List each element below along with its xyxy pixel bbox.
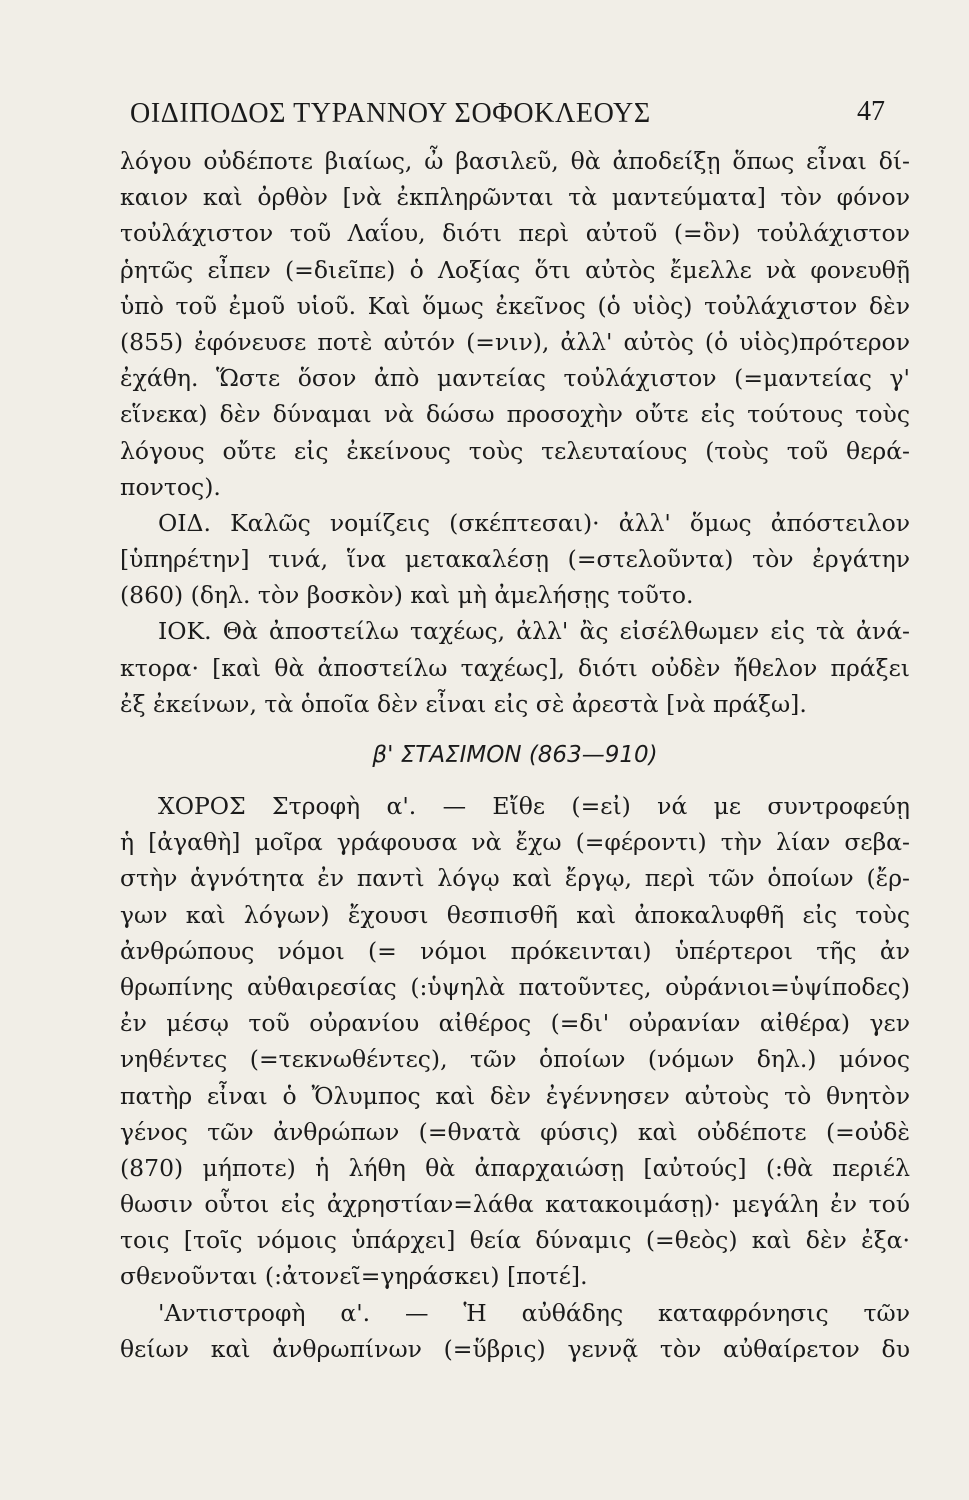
text-line: ῥητῶς εἶπεν (=διεῖπε) ὁ Λοξίας ὅτι αὐτὸς ἔμελλε νὰ φονευθῇ	[120, 255, 910, 284]
text-line: καιον καὶ ὀρθὸν [νὰ ἐκπληρῶνται τὰ μαντεύματα] τὸν φόνον	[120, 183, 910, 212]
text-line: λόγους οὔτε εἰς ἐκείνους τοὺς τελευταίους (τοὺς τοῦ θερά-	[120, 436, 910, 465]
page-header	[130, 98, 910, 134]
text-line: ποντος).	[120, 472, 221, 501]
page-number: 47	[857, 96, 885, 127]
text-line: γένος τῶν ἀνθρώπων (=θνατὰ φύσις) καὶ οὐδέποτε (=οὐδὲ	[120, 1117, 910, 1146]
text-line: κτορα· [καὶ θὰ ἀποστείλω ταχέως], διότι οὐδὲν ἤθελον πράξει	[120, 653, 910, 682]
text-line: ἐχάθη. Ὥστε ὅσον ἀπὸ μαντείας τοὐλάχιστον (=μαντείας γ'	[120, 364, 910, 393]
text-line: (855) ἐφόνευσε ποτὲ αὐτόν (=νιν), ἀλλ' αὐτὸς (ὁ υἱὸς)πρότερον	[120, 327, 910, 356]
text-line: εἵνεκα) δὲν δύναμαι νὰ δώσω προσοχὴν οὔτε εἰς τούτους τοὺς	[120, 400, 910, 429]
text-line: ΙΟΚ. Θὰ ἀποστείλω ταχέως, ἀλλ' ἂς εἰσέλθωμεν εἰς τὰ ἀνά-	[158, 617, 910, 646]
running-head: ΟΙΔΙΠΟΔΟΣ ΤΥΡΑΝΝΟΥ ΣΟΦΟΚΛΕΟΥΣ	[130, 98, 651, 129]
text-line: (860) (δηλ. τὸν βοσκὸν) καὶ μὴ ἀμελήσῃς τοῦτο.	[120, 581, 694, 610]
text-line: ἐξ ἐκείνων, τὰ ὁποῖα δὲν εἶναι εἰς σὲ ἀρεστὰ [νὰ πράξω].	[120, 689, 807, 718]
text-line: ἡ [ἀγαθὴ] μοῖρα γράφουσα νὰ ἔχω (=φέροντι) τὴν λίαν σεβα-	[120, 828, 910, 857]
text-line: σθενοῦνται (:ἀτονεῖ=γηράσκει) [ποτέ].	[120, 1262, 588, 1291]
text-line: ἀνθρώπους νόμοι (= νόμοι πρόκεινται) ὑπέρτεροι τῆς ἀν	[120, 936, 910, 965]
body-text	[120, 143, 910, 1367]
text-line: θωσιν οὗτοι εἰς ἀχρηστίαν=λάθα κατακοιμάσῃ)· μεγάλη ἐν τού	[120, 1190, 910, 1219]
text-line: θρωπίνης αὐθαιρεσίας (:ὑψηλὰ πατοῦντες, οὐράνιοι=ὑψίποδες)	[120, 972, 910, 1001]
text-line: ἐν μέσῳ τοῦ οὐρανίου αἰθέρος (=δι' οὐρανίαν αἰθέρα) γεν	[120, 1009, 910, 1038]
section-heading: β' ΣΤΑΣΙΜΟΝ (863—910)	[372, 742, 658, 768]
text-line: λόγου οὐδέποτε βιαίως, ὦ βασιλεῦ, θὰ ἀποδείξῃ ὅπως εἶναι δί-	[120, 147, 910, 175]
text-line: τοὐλάχιστον τοῦ Λαΐου, διότι περὶ αὐτοῦ (=ὃν) τοὐλάχιστον	[120, 219, 910, 248]
text-line: τοις [τοῖς νόμοις ὑπάρχει] θεία δύναμις (=θεὸς) καὶ δὲν ἐξα·	[120, 1226, 910, 1255]
text-line: νηθέντες (=τεκνωθέντες), τῶν ὁποίων (νόμων δηλ.) μόνος	[120, 1045, 910, 1074]
text-line: 'Αντιστροφὴ α'. — Ἡ αὐθάδης καταφρόνησις τῶν	[158, 1298, 910, 1327]
text-line: ΧΟΡΟΣ Στροφὴ α'. — Εἴθε (=εἰ) νά με συντροφεύῃ	[158, 792, 910, 820]
text-line: [ὑπηρέτην] τινά, ἵνα μετακαλέσῃ (=στελοῦντα) τὸν ἐργάτην	[120, 545, 910, 574]
text-line: θείων καὶ ἀνθρωπίνων (=ὕβρις) γεννᾷ τὸν αὐθαίρετον δυ	[120, 1334, 910, 1363]
text-line: ὑπὸ τοῦ ἐμοῦ υἱοῦ. Καὶ ὅμως ἐκεῖνος (ὁ υἱὸς) τοὐλάχιστον δὲν	[120, 291, 910, 320]
text-line: (870) μήποτε) ἡ λήθη θὰ ἀπαρχαιώσῃ [αὐτούς] (:θὰ περιέλ	[120, 1153, 910, 1182]
text-line: πατὴρ εἶναι ὁ Ὄλυμπος καὶ δὲν ἐγέννησεν αὐτοὺς τὸ θνητὸν	[120, 1081, 910, 1110]
text-line: στὴν ἁγνότητα ἐν παντὶ λόγῳ καὶ ἔργῳ, περὶ τῶν ὁποίων (ἔρ-	[120, 864, 910, 893]
text-line: γων καὶ λόγων) ἔχουσι θεσπισθῆ καὶ ἀποκαλυφθῆ εἰς τοὺς	[120, 900, 910, 929]
text-line: ΟΙΔ. Καλῶς νομίζεις (σκέπτεσαι)· ἀλλ' ὅμως ἀπόστειλον	[158, 508, 910, 537]
